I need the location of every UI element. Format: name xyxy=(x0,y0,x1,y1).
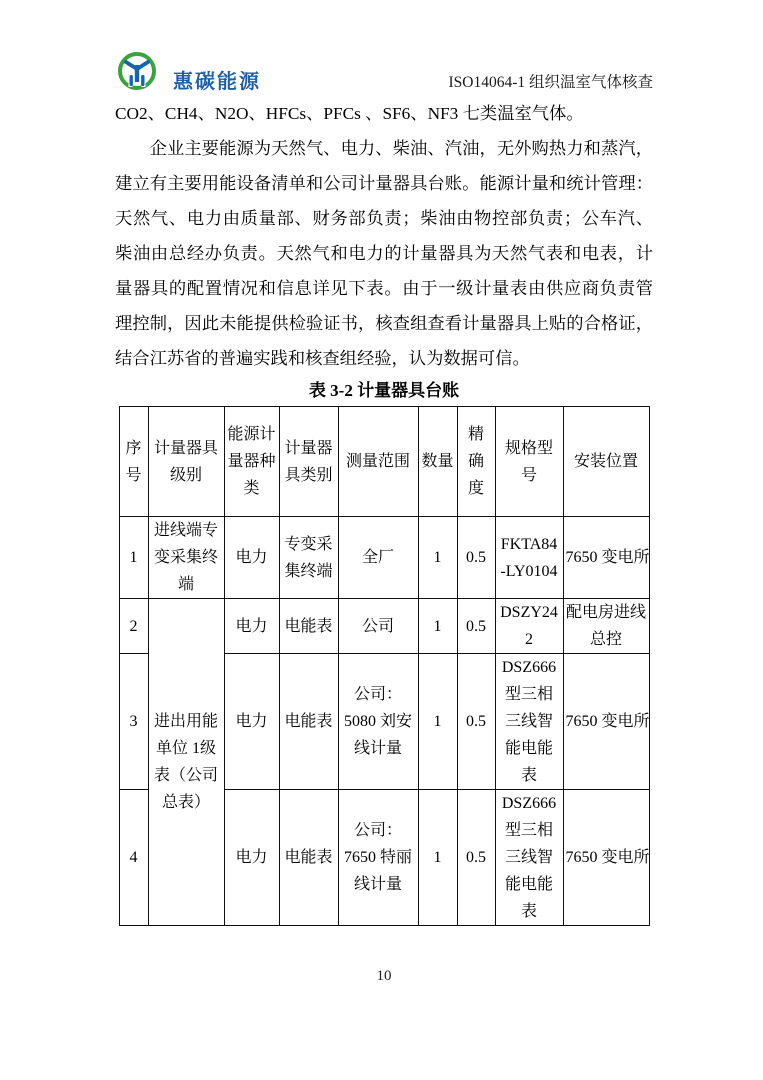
company-name: 惠碳能源 xyxy=(173,71,261,93)
cell-no: 2 xyxy=(119,599,148,654)
cell-no: 3 xyxy=(119,654,148,790)
column-header-no: 序号 xyxy=(119,407,148,517)
column-header-energy: 能源计量器种类 xyxy=(224,407,279,517)
cell-location: 7650 变电所 xyxy=(563,517,649,599)
cell-category: 电能表 xyxy=(279,790,338,926)
column-header-level: 计量器具级别 xyxy=(148,407,224,517)
cell-level: 进线端专变采集终端 xyxy=(148,517,224,599)
cell-qty: 1 xyxy=(418,517,457,599)
cell-energy: 电力 xyxy=(224,599,279,654)
cell-category: 专变采集终端 xyxy=(279,517,338,599)
cell-category: 电能表 xyxy=(279,599,338,654)
page-number: 10 xyxy=(376,968,392,984)
column-header-location: 安装位置 xyxy=(563,407,649,517)
paragraph2-line: 天然气、电力由质量部、财务部负责；柴油由物控部负责；公车汽、 xyxy=(115,209,653,228)
cell-accuracy: 0.5 xyxy=(457,790,495,926)
cell-no: 4 xyxy=(119,790,148,926)
cell-range: 全厂 xyxy=(338,517,418,599)
table-row xyxy=(119,517,649,599)
paragraph2-line: 柴油由总经办负责。天然气和电力的计量器具为天然气表和电表，计 xyxy=(115,244,653,263)
column-header-category: 计量器具类别 xyxy=(279,407,338,517)
cell-energy: 电力 xyxy=(224,517,279,599)
paragraph2-line: 理控制，因此未能提供检验证书，核查组查看计量器具上贴的合格证， xyxy=(115,314,653,333)
table-row xyxy=(119,599,649,654)
column-header-accuracy: 精确度 xyxy=(457,407,495,517)
cell-level-merged: 进出用能单位 1级表（公司总表） xyxy=(148,599,224,926)
cell-qty: 1 xyxy=(418,654,457,790)
document-title: ISO14064-1 组织温室气体核查 xyxy=(448,74,653,91)
cell-qty: 1 xyxy=(418,599,457,654)
cell-range: 公司：7650 特丽线计量 xyxy=(338,790,418,926)
cell-range: 公司：5080 刘安线计量 xyxy=(338,654,418,790)
cell-location: 7650 变电所 xyxy=(563,790,649,926)
column-header-model: 规格型号 xyxy=(495,407,563,517)
cell-accuracy: 0.5 xyxy=(457,517,495,599)
cell-qty: 1 xyxy=(418,790,457,926)
paragraph2-line: 量器具的配置情况和信息详见下表。由于一级计量表由供应商负责管 xyxy=(115,279,653,298)
cell-location: 7650 变电所 xyxy=(563,654,649,790)
page-header xyxy=(115,48,653,94)
body-text xyxy=(115,96,653,376)
table-caption: 表 3-2 计量器具台账 xyxy=(308,381,460,400)
cell-energy: 电力 xyxy=(224,790,279,926)
column-header-range: 测量范围 xyxy=(338,407,418,517)
paragraph1-line: CO2、CH4、N2O、HFCs、PFCs 、SF6、NF3 七类温室气体。 xyxy=(115,104,584,123)
paragraph2-line: 结合江苏省的普遍实践和核查组经验，认为数据可信。 xyxy=(115,349,530,368)
cell-no: 1 xyxy=(119,517,148,599)
cell-model: FKTA84-LY0104 xyxy=(495,517,563,599)
cell-model: DSZ666型三相三线智能电能表 xyxy=(495,790,563,926)
cell-range: 公司 xyxy=(338,599,418,654)
cell-energy: 电力 xyxy=(224,654,279,790)
cell-category: 电能表 xyxy=(279,654,338,790)
cell-accuracy: 0.5 xyxy=(457,654,495,790)
company-logo-icon xyxy=(115,48,159,94)
table-header-row xyxy=(119,407,649,517)
paragraph2-line: 建立有主要用能设备清单和公司计量器具台账。能源计量和统计管理： xyxy=(115,174,653,193)
paragraph2-line: 企业主要能源为天然气、电力、柴油、汽油，无外购热力和蒸汽， xyxy=(149,139,653,158)
cell-model: DSZ666型三相三线智能电能表 xyxy=(495,654,563,790)
column-header-qty: 数量 xyxy=(418,407,457,517)
cell-accuracy: 0.5 xyxy=(457,599,495,654)
meter-ledger-table xyxy=(119,406,650,926)
cell-model: DSZY242 xyxy=(495,599,563,654)
cell-location: 配电房进线总控 xyxy=(563,599,649,654)
